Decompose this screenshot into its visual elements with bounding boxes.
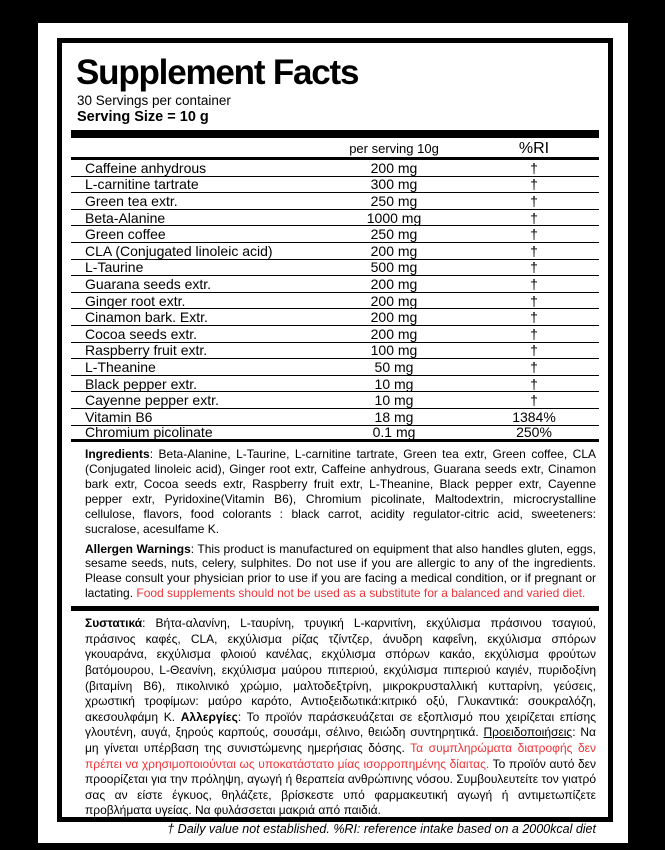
table-header-row	[71, 138, 599, 160]
ingredient-ri: †	[530, 226, 538, 243]
greek-allergies-label: Αλλεργίες	[180, 709, 238, 724]
table-row	[71, 343, 599, 360]
ingredient-name: Ginger root extr.	[85, 292, 186, 309]
ingredient-amount: 200 mg	[370, 325, 418, 342]
table-row	[71, 243, 599, 260]
table-row	[71, 409, 599, 426]
table-row	[71, 160, 599, 177]
ingredient-ri: †	[530, 275, 538, 292]
table-row	[71, 276, 599, 293]
allergen-text: : This product is manufactured on equipment that also handles gluten, eggs, sesame seeds, nuts, celery, sulphites. Do not use if you are allergic to any of the ingredients. Please consult your physician prior to use if you are facing a medical condition, or if pregnant or lactating.	[85, 541, 596, 601]
allergen-warning-red: Food supplements should not be used as a substitute for a balanced and varied diet.	[136, 586, 586, 601]
ingredient-name: Vitamin B6	[85, 408, 153, 425]
ingredient-ri: 1384%	[512, 408, 556, 425]
serving-size: Serving Size = 10 g	[77, 109, 209, 125]
ingredient-ri: †	[530, 342, 538, 359]
table-row	[71, 177, 599, 194]
ingredient-ri: †	[530, 192, 538, 209]
ingredient-ri: †	[530, 392, 538, 409]
ingredient-ri: †	[530, 292, 538, 309]
allergen-label: Allergen Warnings	[85, 541, 191, 556]
ingredient-ri: †	[530, 159, 538, 176]
table-row	[71, 426, 599, 443]
table-row	[71, 309, 599, 326]
ingredient-ri: 250%	[516, 424, 552, 441]
supplement-table	[71, 138, 599, 442]
table-row	[71, 376, 599, 393]
ingredient-amount: 200 mg	[370, 159, 418, 176]
greek-text-1: : Βήτα-αλανίνη, L-ταυρίνη, τρυγική L-καρνιτίνη, εκχύλισμα πράσινου τσαγιού, πράσινος καφές, CLA, εκχύλισμα ρίζας τζίντζερ, άνυδρη καφεΐνη, εκχύλισμα σπόρων γκουαράνα, εκχύλισμα φλοιού κανέλας, εκχύλισμα σπόρων κακάο, εκχύλισμα φρούτων βατόμουρου, L-Θεανίνη, εκχύλισμα μαύρου πιπεριού, εκχύλισμα πιπεριού καγιέν, πυριδοξίνη (βιταμίνη Β6), πικολινικό χρώμιο, μαλτοδεξτρίνη, μικροκρυσταλλική κυτταρίνη, γεύσεις, χρωστική τροφίμων: μαύρο καρότο, Αντιοξειδωτικά:κιτρικό οξύ, Γλυκαντικά: σουκραλόζη, ακεσουλφάμη Κ.	[85, 616, 596, 724]
ingredient-name: Cocoa seeds extr.	[85, 325, 198, 342]
ingredient-amount: 200 mg	[370, 242, 418, 259]
section-divider-bar	[71, 606, 599, 611]
ingredient-name: Black pepper extr.	[85, 375, 198, 392]
ingredient-amount: 100 mg	[370, 342, 418, 359]
ingredient-ri: †	[530, 259, 538, 276]
ingredients-text: : Beta-Alanine, L-Taurine, L-carnitine tartrate, Green tea extr, Green coffee, CLA (Conjugated linoleic acid), Ginger root extr, Caffeine anhydrous, Guarana seeds extr, Cinamon bark extr, Cocoa seeds extr, Raspberry fruit extr, L-Theanine, Black pepper extr, Cayenne pepper extr, Pyridoxine(Vitamin B6), Chromium picolinate, Maltodextrin, microcrystalline cellulose, flavors, food colorants : black carrot, acidity regulator-citric acid, sweeteners: sucralose, acesulfame K.	[85, 447, 596, 536]
ingredient-ri: †	[530, 209, 538, 226]
ingredient-name: Chromium picolinate	[85, 424, 213, 441]
greek-paragraph	[85, 616, 596, 819]
table-row	[71, 326, 599, 343]
table-row	[71, 260, 599, 277]
ingredient-ri: †	[530, 309, 538, 326]
ingredient-name: L-Theanine	[85, 358, 156, 375]
ingredient-amount: 18 mg	[374, 408, 414, 425]
ingredient-ri: †	[530, 358, 538, 375]
column-header-amount: per serving 10g	[349, 141, 439, 156]
ingredient-amount: 50 mg	[374, 358, 414, 375]
ingredient-name: Cinamon bark. Extr.	[85, 309, 208, 326]
greek-text-2: : Το προϊόν παράσκευάζεται σε εξοπλισμό που χειρίζεται επίσης γλουτένη, αυγά, ξηρούς καρπούς, σουσάμι, σέλινο, θειώδη συντηρητικά.	[85, 709, 596, 740]
table-row	[71, 392, 599, 409]
ingredient-amount: 10 mg	[374, 392, 414, 409]
supplement-facts-panel	[57, 38, 613, 836]
thick-divider-bar	[71, 130, 599, 138]
ingredient-name: CLA (Conjugated linoleic acid)	[85, 242, 273, 259]
greek-text-3: : Να μη γίνεται υπέρβαση της συνιστώμενης ημερήσιας δόσης.	[85, 725, 596, 755]
table-row	[71, 210, 599, 227]
greek-warnings-label: Προειδοποιήσεις	[483, 725, 573, 740]
label-sheet	[38, 23, 628, 843]
ingredient-name: Green tea extr.	[85, 192, 178, 209]
table-row	[71, 193, 599, 210]
ingredient-amount: 250 mg	[370, 192, 418, 209]
column-header-ri: %RI	[518, 140, 550, 157]
ingredient-amount: 250 mg	[370, 226, 418, 243]
ingredient-amount: 200 mg	[370, 292, 418, 309]
ingredient-name: L-Taurine	[85, 259, 144, 276]
ingredient-name: Raspberry fruit extr.	[85, 342, 208, 359]
ingredients-paragraph	[85, 447, 596, 536]
table-row	[71, 226, 599, 243]
ingredient-name: L-carnitine tartrate	[85, 176, 199, 193]
greek-warning-red: Τα συμπληρώματα διατροφής δεν πρέπει να χρησιμοποιούνται ως υποκατάστατο μίας ισορροπημένης δίαιτας.	[85, 740, 596, 771]
ingredient-ri: †	[530, 242, 538, 259]
ingredient-amount: 300 mg	[370, 176, 418, 193]
ingredient-amount: 10 mg	[374, 375, 414, 392]
greek-ingredients-label: Συστατικά	[85, 616, 143, 631]
ingredients-label: Ingredients	[85, 447, 150, 462]
ingredient-ri: †	[530, 325, 538, 342]
servings-per-container: 30 Servings per container	[77, 93, 231, 108]
ingredient-amount: 0.1 mg	[372, 424, 416, 441]
ingredient-name: Caffeine anhydrous	[85, 159, 207, 176]
ingredient-name: Beta-Alanine	[85, 209, 166, 226]
ingredient-name: Guarana seeds extr.	[85, 275, 212, 292]
ingredient-ri: †	[530, 176, 538, 193]
ingredient-name: Cayenne pepper extr.	[85, 392, 219, 409]
greek-text-4: Το προϊόν αυτό δεν προορίζεται για την πρόληψη, αγωγή ή θεραπεία ανθρώπινης νόσου. Συμβουλευτείτε τον γιατρό σας αν είστε έγκυος, θηλάζετε, βρίσκεστε υπό φαρμακευτική αγωγή ή αντιμετωπίζετε προβλήματα υγείας. Να φυλάσσεται μακριά από παιδιά.	[85, 756, 597, 818]
table-row	[71, 293, 599, 310]
ingredient-name: Green coffee	[85, 226, 166, 243]
ingredient-amount: 200 mg	[370, 309, 418, 326]
allergen-paragraph	[85, 542, 596, 602]
panel-title: Supplement Facts	[76, 53, 359, 92]
ingredient-amount: 500 mg	[370, 259, 418, 276]
ingredient-ri: †	[530, 375, 538, 392]
table-row	[71, 359, 599, 376]
daily-value-footnote: † Daily value not established. %RI: reference intake based on a 2000kcal diet	[167, 821, 596, 836]
ingredient-amount: 1000 mg	[366, 209, 422, 226]
ingredient-amount: 200 mg	[370, 275, 418, 292]
